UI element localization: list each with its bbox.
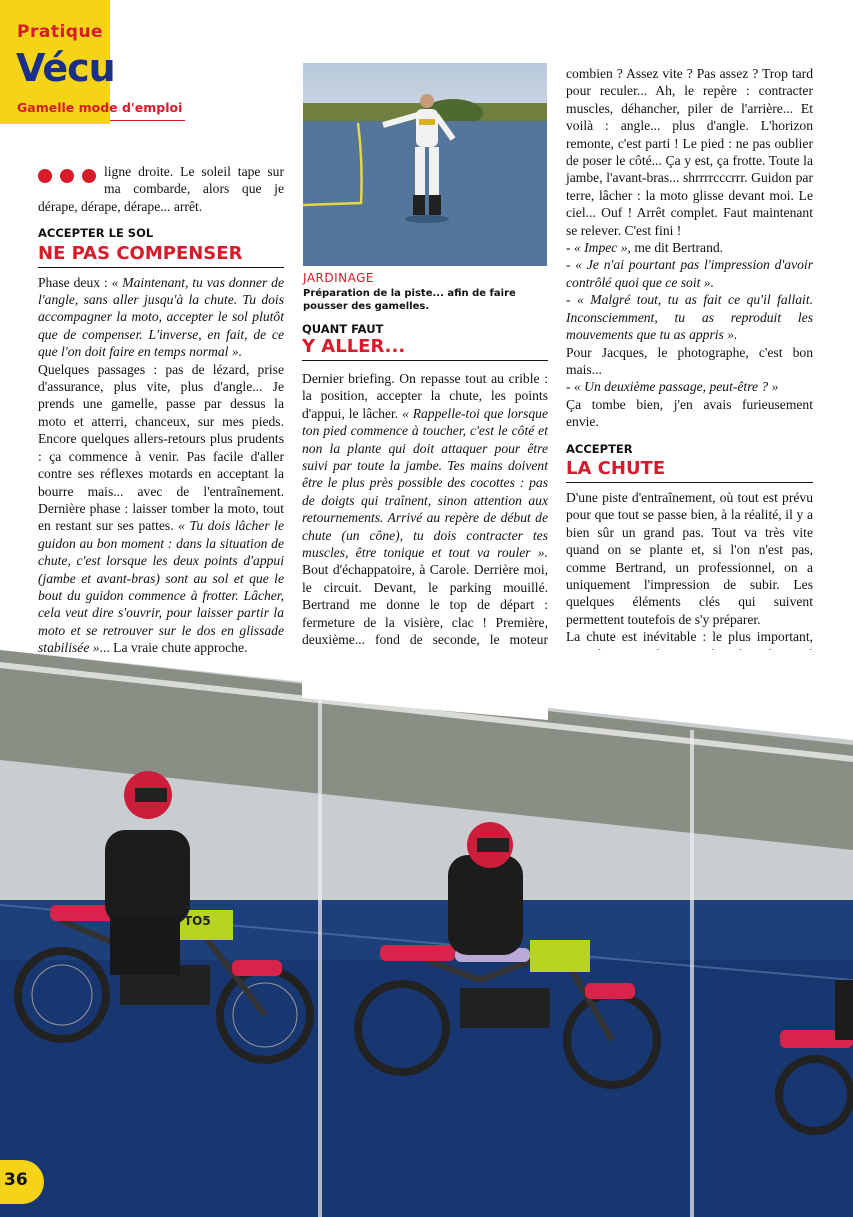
page-number: 36	[4, 1170, 28, 1190]
paragraph: Dernier briefing. On repasse tout au crible : la position, accepter la chute, les points d'appui, le lâcher. « Rappelle-toi que lorsque ton pied commence à toucher, c'est le côté et non la plante qui doit attaquer pour être suivi par toute la jambe. Tes mains doivent être le plus près possible des cocottes : pas de doigts qui traînent, sinon attention aux retournements. Arrivé au repère de début de chute (un cône), tu dois contracter tes muscles, être tonique et tout va rouler ». Bout d'échappatoire, à Carole. Derrière moi, le circuit. Devant, le parking mouillé. Bertrand me donne le top de départ : fermeture de la visière, clac ! Première, deuxième... fond de seconde, le moteur	[302, 371, 549, 648]
photo-track-watering	[303, 63, 547, 266]
kicker-accepter-le-sol: ACCEPTER LE SOL	[38, 226, 154, 241]
heading-ne-pas-compenser: NE PAS COMPENSER	[38, 243, 284, 268]
heading-la-chute: LA CHUTE	[566, 458, 813, 483]
paragraph: combien ? Assez vite ? Pas assez ? Trop tard pour reculer... Ah, le repère : contracter muscles, déhancher, piler de l'arrière... Et voilà : angle... plus d'angle. L'horizon remonte, c'est parti ! Le pied : ne pas oublier de poser le côté... Ça y est, ça frotte. Toute la jambe, l'avant-bras... shrrrrcccrrr. Guidon par terre, lâcher : la moto glisse devant moi. Le ciel... Ouf ! Arrêt complet. Faut maintenant se relever. C'est fini !	[566, 66, 813, 238]
kicker-quant-faut: QUANT FAUT	[302, 322, 384, 336]
column-2	[302, 370, 548, 666]
kicker-accepter: ACCEPTER	[566, 441, 633, 456]
paragraph: La chute est inévitable : le plus important,	[566, 629, 813, 645]
page-number-badge	[0, 1160, 44, 1204]
number-plate: TO5	[184, 914, 211, 928]
photo-sequence-motorbike	[0, 650, 853, 1217]
paragraph: Quelques passages : pas de lézard, prise d'assurance, plus vite, plus d'angle... Je prends une gamelle, passe par dessus la moto et atterri, chanceux, sur mes pieds. Encore quelques allers-retours plus prudents : ça commence à venir. Pas facile d'aller contre ses réflexes motards en acceptant la bourre mais... avec de l'entraînement. Dernière phase : laisser tomber la moto, tout en restant sur ses pattes. « Tu dois lâcher le guidon au bon moment : dans la situation de chute, c'est lorsque les deux points d'appui (jambe et avant-bras) sont au sol et que le bout du guidon commence à frotter. Lâcher, cela veut dire s'ouvrir, pour laisser partir la moto et se retrouver sur le dos en glissade stabilisée »... La vraie chute approche.	[38, 361, 284, 656]
dialogue-line: - « Malgré tout, tu as fait ce qu'il fallait. Inconsciemment, tu as reproduit les mouvements que tu as appris ».	[566, 292, 813, 343]
page-subtitle: Gamelle mode d'emploi	[17, 100, 183, 115]
bullet-dots-icon	[38, 169, 96, 187]
dialogue-line: - « Impec », me dit Bertrand.	[566, 240, 724, 256]
intro-paragraph: ligne droite. Le soleil tape sur ma combarde, alors que je dérape, dérape, dérape... arrêt.	[38, 164, 284, 214]
dialogue-line: - « Je n'ai pourtant pas l'impression d'avoir contrôlé quoi que ce soit ».	[566, 257, 813, 290]
caption-kicker: JARDINAGE	[303, 271, 375, 285]
page-title: Vécu	[16, 46, 115, 90]
header-rule	[110, 120, 185, 121]
paragraph: Pour Jacques, le photographe, c'est bon mais...	[566, 344, 813, 377]
dialogue-line: - « Un deuxième passage, peut-être ? »	[566, 379, 779, 395]
section-label: Pratique	[17, 22, 104, 42]
heading-y-aller: Y ALLER...	[302, 336, 548, 361]
column-3	[566, 65, 813, 715]
column-1	[38, 163, 284, 657]
photo-caption: Préparation de la piste... afin de faire pousser des gamelles.	[303, 288, 516, 312]
paragraph: D'une piste d'entraînement, où tout est prévu pour que tout se passe bien, à la réalité, il y a bien sûr un grand pas. Tout va très vite quand on se plante et, si l'on n'est pas, comme Bertrand, un professionnel, on a uniquement l'impression de subir. Les quelques éléments clés qui suivent permettent toutefois de s'y préparer.	[566, 489, 813, 627]
paragraph: Phase deux : « Maintenant, tu vas donner de l'angle, sans aller jusqu'à la chute. Tu dois accompagner la moto, accepter le sol plutôt que de compenser. L'inverse, en fait, de ce que l'on doit faire en temps normal ».	[38, 274, 284, 360]
paragraph: Ça tombe bien, j'en avais furieusement envie.	[566, 396, 813, 430]
